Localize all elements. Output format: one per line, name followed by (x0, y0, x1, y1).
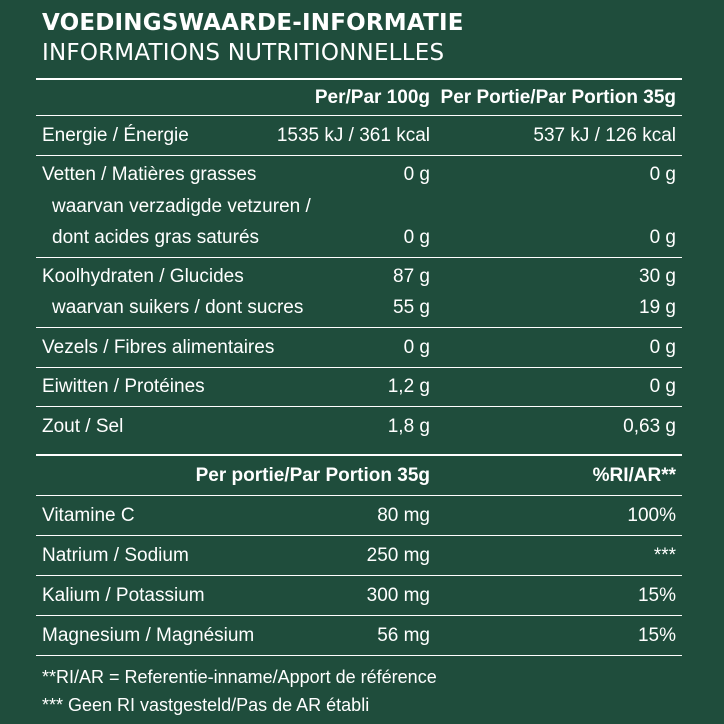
row-label-kalium: Kalium / Potassium (42, 585, 205, 606)
footnote-no-ri: *** Geen RI vastgesteld/Pas de AR établi (42, 695, 370, 715)
divider (36, 535, 682, 536)
row-value-zout-100g: 1,8 g (387, 416, 430, 437)
row-value-suikers-100g: 55 g (393, 297, 430, 318)
row-value-energie-100g: 1535 kJ / 361 kcal (276, 125, 430, 146)
row-value-magnesium-amount: 56 mg (377, 625, 430, 646)
row-value-vitamine-c-ri: 100% (627, 505, 676, 526)
row-value-vetten-portion: 0 g (649, 164, 676, 185)
divider (36, 615, 682, 616)
row-label-zout: Zout / Sel (42, 416, 124, 437)
row-label-magnesium: Magnesium / Magnésium (42, 625, 255, 646)
row-value-natrium-ri: *** (653, 545, 676, 566)
divider (36, 155, 682, 156)
row-value-verzadigd-100g: 0 g (403, 227, 430, 248)
divider (36, 367, 682, 368)
row-value-vezels-100g: 0 g (403, 337, 430, 358)
row-value-koolhydraten-100g: 87 g (393, 266, 430, 287)
col-header-per-100g: Per/Par 100g (314, 87, 430, 108)
row-label-vezels: Vezels / Fibres alimentaires (42, 337, 275, 358)
divider (36, 115, 682, 116)
row-value-koolhydraten-portion: 30 g (639, 266, 676, 287)
divider (36, 655, 682, 656)
row-label-verzadigd-line1: waarvan verzadigde vetzuren / (52, 196, 311, 217)
row-value-natrium-amount: 250 mg (366, 545, 430, 566)
row-value-eiwitten-portion: 0 g (649, 376, 676, 397)
footnote-ri: **RI/AR = Referentie-inname/Apport de référence (42, 667, 437, 687)
row-value-eiwitten-100g: 1,2 g (387, 376, 430, 397)
divider (36, 327, 682, 328)
row-label-energie: Energie / Énergie (42, 125, 189, 146)
row-label-verzadigd-line2: dont acides gras saturés (52, 227, 260, 248)
top-divider (36, 78, 682, 80)
row-value-kalium-ri: 15% (637, 585, 676, 606)
page-title-fr: INFORMATIONS NUTRITIONNELLES (42, 40, 445, 66)
divider (36, 495, 682, 496)
row-label-suikers: waarvan suikers / dont sucres (52, 297, 304, 318)
row-value-magnesium-ri: 15% (637, 625, 676, 646)
row-value-vitamine-c-amount: 80 mg (377, 505, 430, 526)
row-label-vetten: Vetten / Matières grasses (42, 164, 257, 185)
section-divider (36, 454, 682, 456)
divider (36, 406, 682, 407)
col-header-per-portion-2: Per portie/Par Portion 35g (195, 465, 430, 486)
row-label-eiwitten: Eiwitten / Protéines (42, 376, 205, 397)
row-value-vezels-portion: 0 g (649, 337, 676, 358)
page-title-nl: VOEDINGSWAARDE-INFORMATIE (42, 10, 464, 36)
row-label-koolhydraten: Koolhydraten / Glucides (42, 266, 244, 287)
row-value-vetten-100g: 0 g (403, 164, 430, 185)
row-label-natrium: Natrium / Sodium (42, 545, 189, 566)
col-header-per-portion: Per Portie/Par Portion 35g (440, 87, 676, 108)
row-value-suikers-portion: 19 g (639, 297, 676, 318)
row-value-verzadigd-portion: 0 g (649, 227, 676, 248)
row-value-zout-portion: 0,63 g (623, 416, 676, 437)
col-header-ri: %RI/AR** (592, 465, 676, 486)
row-value-kalium-amount: 300 mg (366, 585, 430, 606)
row-value-energie-portion: 537 kJ / 126 kcal (533, 125, 676, 146)
divider (36, 575, 682, 576)
divider (36, 257, 682, 258)
row-label-vitamine-c: Vitamine C (42, 505, 135, 526)
